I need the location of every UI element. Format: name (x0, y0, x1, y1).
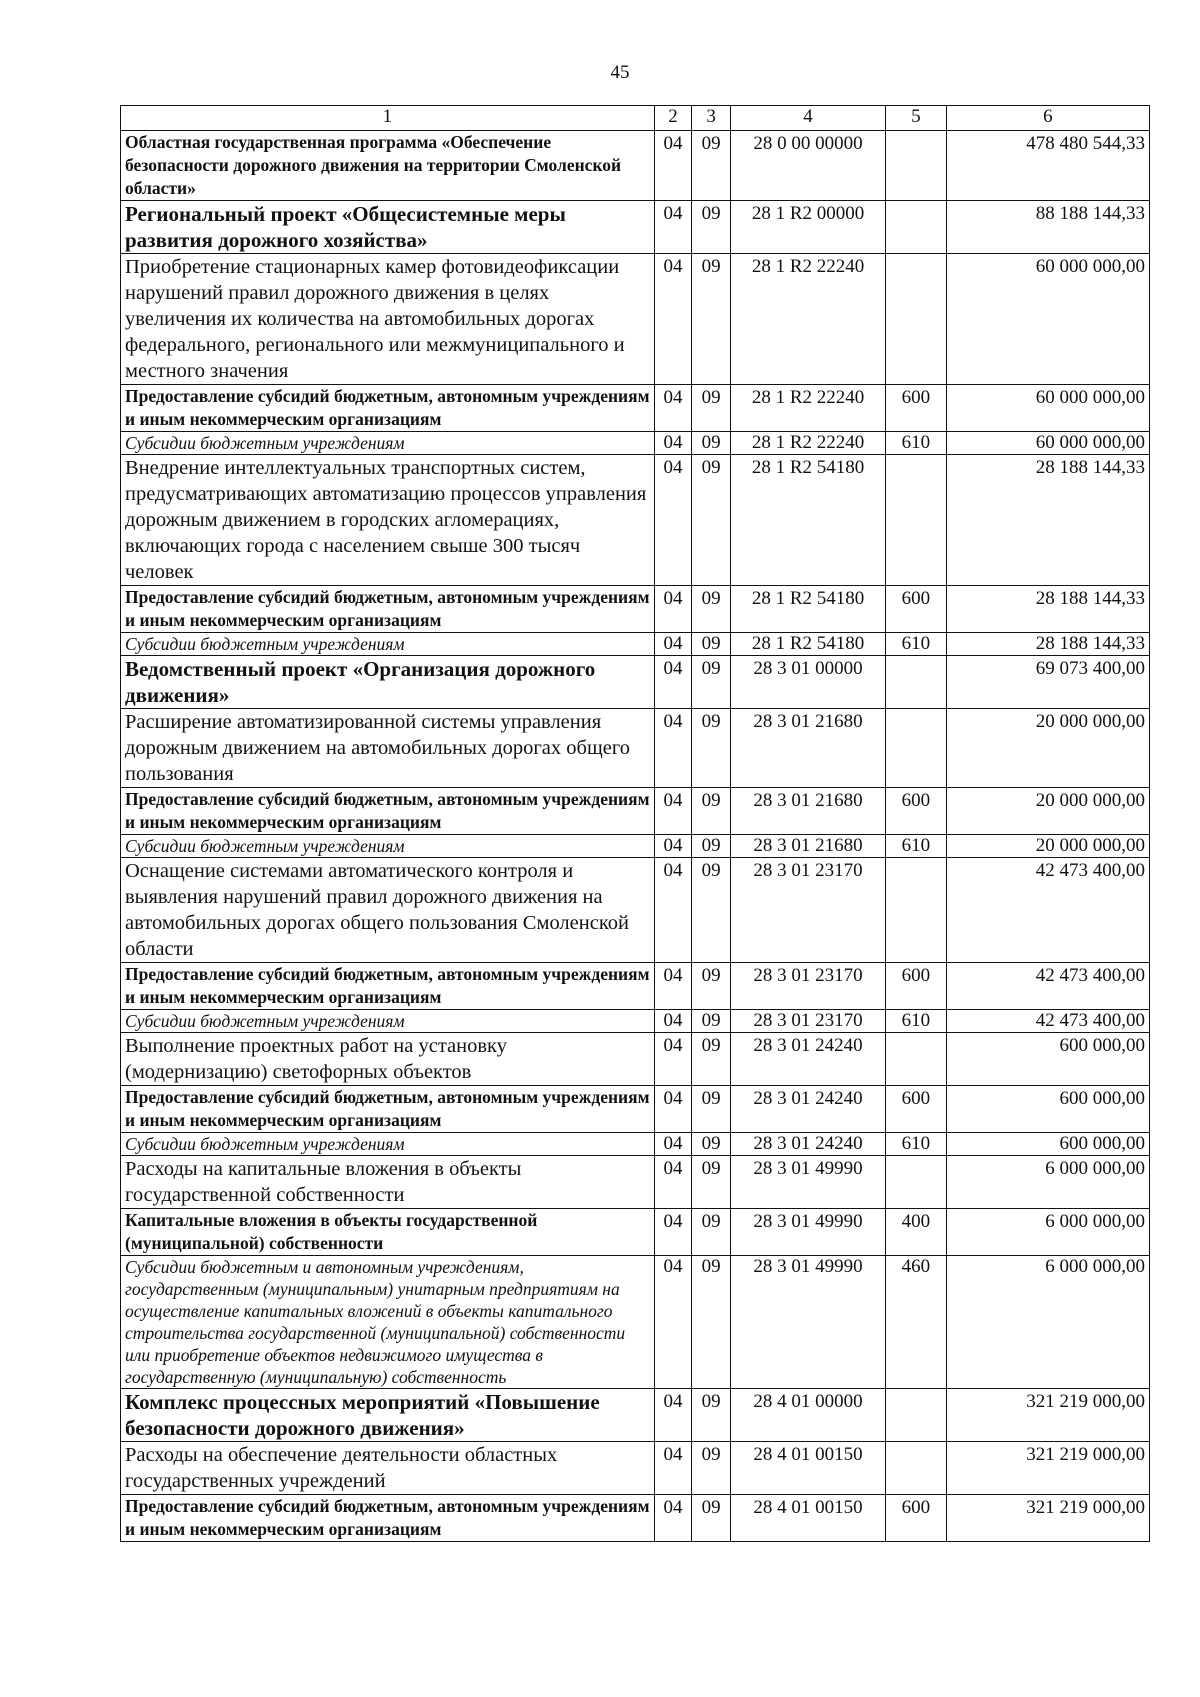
item-name: Расширение автоматизированной системы управления дорожным движением на автомобильных дорогах общего пользования (121, 709, 655, 788)
expense-type-code: 600 (886, 385, 946, 432)
section-code: 04 (654, 963, 692, 1010)
subsection-code: 09 (692, 385, 731, 432)
subsection-code: 09 (692, 455, 731, 586)
expense-type-code: 610 (886, 432, 946, 455)
table-row (121, 432, 1150, 455)
target-article-code: 28 3 01 49990 (730, 1256, 885, 1389)
header-cell: 1 (121, 106, 655, 131)
table-row (121, 858, 1150, 963)
item-name: Субсидии бюджетным учреждениям (121, 432, 655, 455)
item-name: Региональный проект «Общесистемные меры развития дорожного хозяйства» (121, 201, 655, 254)
section-code: 04 (654, 385, 692, 432)
amount: 88 188 144,33 (946, 201, 1149, 254)
amount: 321 219 000,00 (946, 1495, 1149, 1542)
subsection-code: 09 (692, 788, 731, 835)
item-name: Расходы на капитальные вложения в объекты государственной собственности (121, 1156, 655, 1209)
item-name: Субсидии бюджетным учреждениям (121, 633, 655, 656)
table-row (121, 1256, 1150, 1389)
table-row (121, 201, 1150, 254)
subsection-code: 09 (692, 201, 731, 254)
table-row (121, 385, 1150, 432)
amount: 60 000 000,00 (946, 385, 1149, 432)
item-name: Субсидии бюджетным и автономным учреждениям, государственным (муниципальным) унитарным предприятиям на осуществление капитальных вложений в объекты капитального строительства государственной (муниципальной) собственности или приобретение объектов недвижимого имущества в государственную (муниципальную) собственность (121, 1256, 655, 1389)
target-article-code: 28 1 R2 22240 (730, 385, 885, 432)
section-code: 04 (654, 1086, 692, 1133)
amount: 42 473 400,00 (946, 1010, 1149, 1033)
header-cell: 3 (692, 106, 731, 131)
subsection-code: 09 (692, 656, 731, 709)
table-row (121, 1086, 1150, 1133)
table-row (121, 963, 1150, 1010)
page-number: 45 (610, 62, 630, 83)
target-article-code: 28 3 01 23170 (730, 1010, 885, 1033)
subsection-code: 09 (692, 254, 731, 385)
amount: 42 473 400,00 (946, 963, 1149, 1010)
item-name: Предоставление субсидий бюджетным, автономным учреждениям и иным некоммерческим организациям (121, 963, 655, 1010)
table-row (121, 1495, 1150, 1542)
target-article-code: 28 3 01 21680 (730, 788, 885, 835)
expense-type-code: 610 (886, 633, 946, 656)
target-article-code: 28 4 01 00150 (730, 1442, 885, 1495)
subsection-code: 09 (692, 1495, 731, 1542)
section-code: 04 (654, 1010, 692, 1033)
item-name: Выполнение проектных работ на установку (модернизацию) светофорных объектов (121, 1033, 655, 1086)
header-cell: 5 (886, 106, 946, 131)
expense-type-code (886, 1156, 946, 1209)
subsection-code: 09 (692, 1209, 731, 1256)
item-name: Ведомственный проект «Организация дорожного движения» (121, 656, 655, 709)
section-code: 04 (654, 1442, 692, 1495)
expense-type-code (886, 455, 946, 586)
section-code: 04 (654, 633, 692, 656)
target-article-code: 28 3 01 23170 (730, 963, 885, 1010)
section-code: 04 (654, 1256, 692, 1389)
table-row (121, 1033, 1150, 1086)
target-article-code: 28 1 R2 00000 (730, 201, 885, 254)
amount: 478 480 544,33 (946, 131, 1149, 201)
amount: 600 000,00 (946, 1133, 1149, 1156)
amount: 69 073 400,00 (946, 656, 1149, 709)
subsection-code: 09 (692, 709, 731, 788)
target-article-code: 28 1 R2 22240 (730, 254, 885, 385)
amount: 6 000 000,00 (946, 1156, 1149, 1209)
section-code: 04 (654, 432, 692, 455)
table-row (121, 1156, 1150, 1209)
target-article-code: 28 3 01 24240 (730, 1133, 885, 1156)
amount: 60 000 000,00 (946, 432, 1149, 455)
item-name: Субсидии бюджетным учреждениям (121, 1010, 655, 1033)
amount: 321 219 000,00 (946, 1442, 1149, 1495)
header-row (121, 106, 1150, 131)
amount: 20 000 000,00 (946, 788, 1149, 835)
subsection-code: 09 (692, 1442, 731, 1495)
table-row (121, 1010, 1150, 1033)
budget-table (120, 105, 1150, 1542)
header-cell: 4 (730, 106, 885, 131)
amount: 20 000 000,00 (946, 835, 1149, 858)
target-article-code: 28 3 01 21680 (730, 709, 885, 788)
target-article-code: 28 3 01 49990 (730, 1156, 885, 1209)
table-row (121, 1209, 1150, 1256)
subsection-code: 09 (692, 131, 731, 201)
item-name: Областная государственная программа «Обеспечение безопасности дорожного движения на территории Смоленской области» (121, 131, 655, 201)
item-name: Приобретение стационарных камер фотовидеофиксации нарушений правил дорожного движения в целях увеличения их количества на автомобильных дорогах федерального, регионального или межмуниципального и местного значения (121, 254, 655, 385)
header-cell: 2 (654, 106, 692, 131)
item-name: Оснащение системами автоматического контроля и выявления нарушений правил дорожного движения на автомобильных дорогах общего пользования Смоленской области (121, 858, 655, 963)
table-row (121, 455, 1150, 586)
expense-type-code (886, 1033, 946, 1086)
item-name: Расходы на обеспечение деятельности областных государственных учреждений (121, 1442, 655, 1495)
section-code: 04 (654, 1389, 692, 1442)
table-row (121, 1133, 1150, 1156)
expense-type-code (886, 1442, 946, 1495)
table-row (121, 709, 1150, 788)
section-code: 04 (654, 1033, 692, 1086)
section-code: 04 (654, 1156, 692, 1209)
expense-type-code: 600 (886, 1495, 946, 1542)
section-code: 04 (654, 1133, 692, 1156)
target-article-code: 28 3 01 23170 (730, 858, 885, 963)
amount: 60 000 000,00 (946, 254, 1149, 385)
item-name: Субсидии бюджетным учреждениям (121, 835, 655, 858)
expense-type-code (886, 1389, 946, 1442)
expense-type-code: 400 (886, 1209, 946, 1256)
expense-type-code (886, 709, 946, 788)
table-row (121, 131, 1150, 201)
item-name: Предоставление субсидий бюджетным, автономным учреждениям и иным некоммерческим организациям (121, 1086, 655, 1133)
subsection-code: 09 (692, 1256, 731, 1389)
target-article-code: 28 1 R2 54180 (730, 455, 885, 586)
section-code: 04 (654, 709, 692, 788)
section-code: 04 (654, 788, 692, 835)
target-article-code: 28 4 01 00150 (730, 1495, 885, 1542)
subsection-code: 09 (692, 586, 731, 633)
expense-type-code: 600 (886, 788, 946, 835)
item-name: Предоставление субсидий бюджетным, автономным учреждениям и иным некоммерческим организациям (121, 385, 655, 432)
expense-type-code: 600 (886, 963, 946, 1010)
expense-type-code (886, 254, 946, 385)
table-row (121, 656, 1150, 709)
item-name: Субсидии бюджетным учреждениям (121, 1133, 655, 1156)
subsection-code: 09 (692, 432, 731, 455)
expense-type-code (886, 858, 946, 963)
expense-type-code (886, 131, 946, 201)
item-name: Внедрение интеллектуальных транспортных систем, предусматривающих автоматизацию процессов управления дорожным движением в городских агломерациях, включающих города с населением свыше 300 тысяч человек (121, 455, 655, 586)
table-row (121, 788, 1150, 835)
amount: 28 188 144,33 (946, 455, 1149, 586)
amount: 28 188 144,33 (946, 633, 1149, 656)
target-article-code: 28 0 00 00000 (730, 131, 885, 201)
subsection-code: 09 (692, 1156, 731, 1209)
amount: 42 473 400,00 (946, 858, 1149, 963)
item-name: Предоставление субсидий бюджетным, автономным учреждениям и иным некоммерческим организациям (121, 586, 655, 633)
item-name: Предоставление субсидий бюджетным, автономным учреждениям и иным некоммерческим организациям (121, 1495, 655, 1542)
target-article-code: 28 4 01 00000 (730, 1389, 885, 1442)
subsection-code: 09 (692, 1086, 731, 1133)
section-code: 04 (654, 131, 692, 201)
section-code: 04 (654, 455, 692, 586)
expense-type-code (886, 201, 946, 254)
table-row (121, 1442, 1150, 1495)
target-article-code: 28 1 R2 54180 (730, 633, 885, 656)
section-code: 04 (654, 858, 692, 963)
item-name: Капитальные вложения в объекты государственной (муниципальной) собственности (121, 1209, 655, 1256)
table-row (121, 1389, 1150, 1442)
table-row (121, 835, 1150, 858)
expense-type-code (886, 656, 946, 709)
subsection-code: 09 (692, 1010, 731, 1033)
table-row (121, 633, 1150, 656)
target-article-code: 28 3 01 24240 (730, 1033, 885, 1086)
subsection-code: 09 (692, 1033, 731, 1086)
target-article-code: 28 1 R2 22240 (730, 432, 885, 455)
section-code: 04 (654, 201, 692, 254)
header-cell: 6 (946, 106, 1149, 131)
section-code: 04 (654, 254, 692, 385)
target-article-code: 28 3 01 00000 (730, 656, 885, 709)
table-row (121, 254, 1150, 385)
subsection-code: 09 (692, 1389, 731, 1442)
amount: 20 000 000,00 (946, 709, 1149, 788)
item-name: Предоставление субсидий бюджетным, автономным учреждениям и иным некоммерческим организациям (121, 788, 655, 835)
target-article-code: 28 3 01 49990 (730, 1209, 885, 1256)
amount: 600 000,00 (946, 1033, 1149, 1086)
expense-type-code: 600 (886, 1086, 946, 1133)
amount: 6 000 000,00 (946, 1256, 1149, 1389)
subsection-code: 09 (692, 633, 731, 656)
expense-type-code: 610 (886, 835, 946, 858)
expense-type-code: 600 (886, 586, 946, 633)
amount: 321 219 000,00 (946, 1389, 1149, 1442)
target-article-code: 28 3 01 21680 (730, 835, 885, 858)
target-article-code: 28 3 01 24240 (730, 1086, 885, 1133)
expense-type-code: 460 (886, 1256, 946, 1389)
target-article-code: 28 1 R2 54180 (730, 586, 885, 633)
section-code: 04 (654, 586, 692, 633)
table-row (121, 586, 1150, 633)
subsection-code: 09 (692, 835, 731, 858)
section-code: 04 (654, 1209, 692, 1256)
section-code: 04 (654, 1495, 692, 1542)
amount: 600 000,00 (946, 1086, 1149, 1133)
expense-type-code: 610 (886, 1133, 946, 1156)
item-name: Комплекс процессных мероприятий «Повышение безопасности дорожного движения» (121, 1389, 655, 1442)
amount: 28 188 144,33 (946, 586, 1149, 633)
amount: 6 000 000,00 (946, 1209, 1149, 1256)
expense-type-code: 610 (886, 1010, 946, 1033)
section-code: 04 (654, 835, 692, 858)
subsection-code: 09 (692, 1133, 731, 1156)
subsection-code: 09 (692, 963, 731, 1010)
subsection-code: 09 (692, 858, 731, 963)
section-code: 04 (654, 656, 692, 709)
